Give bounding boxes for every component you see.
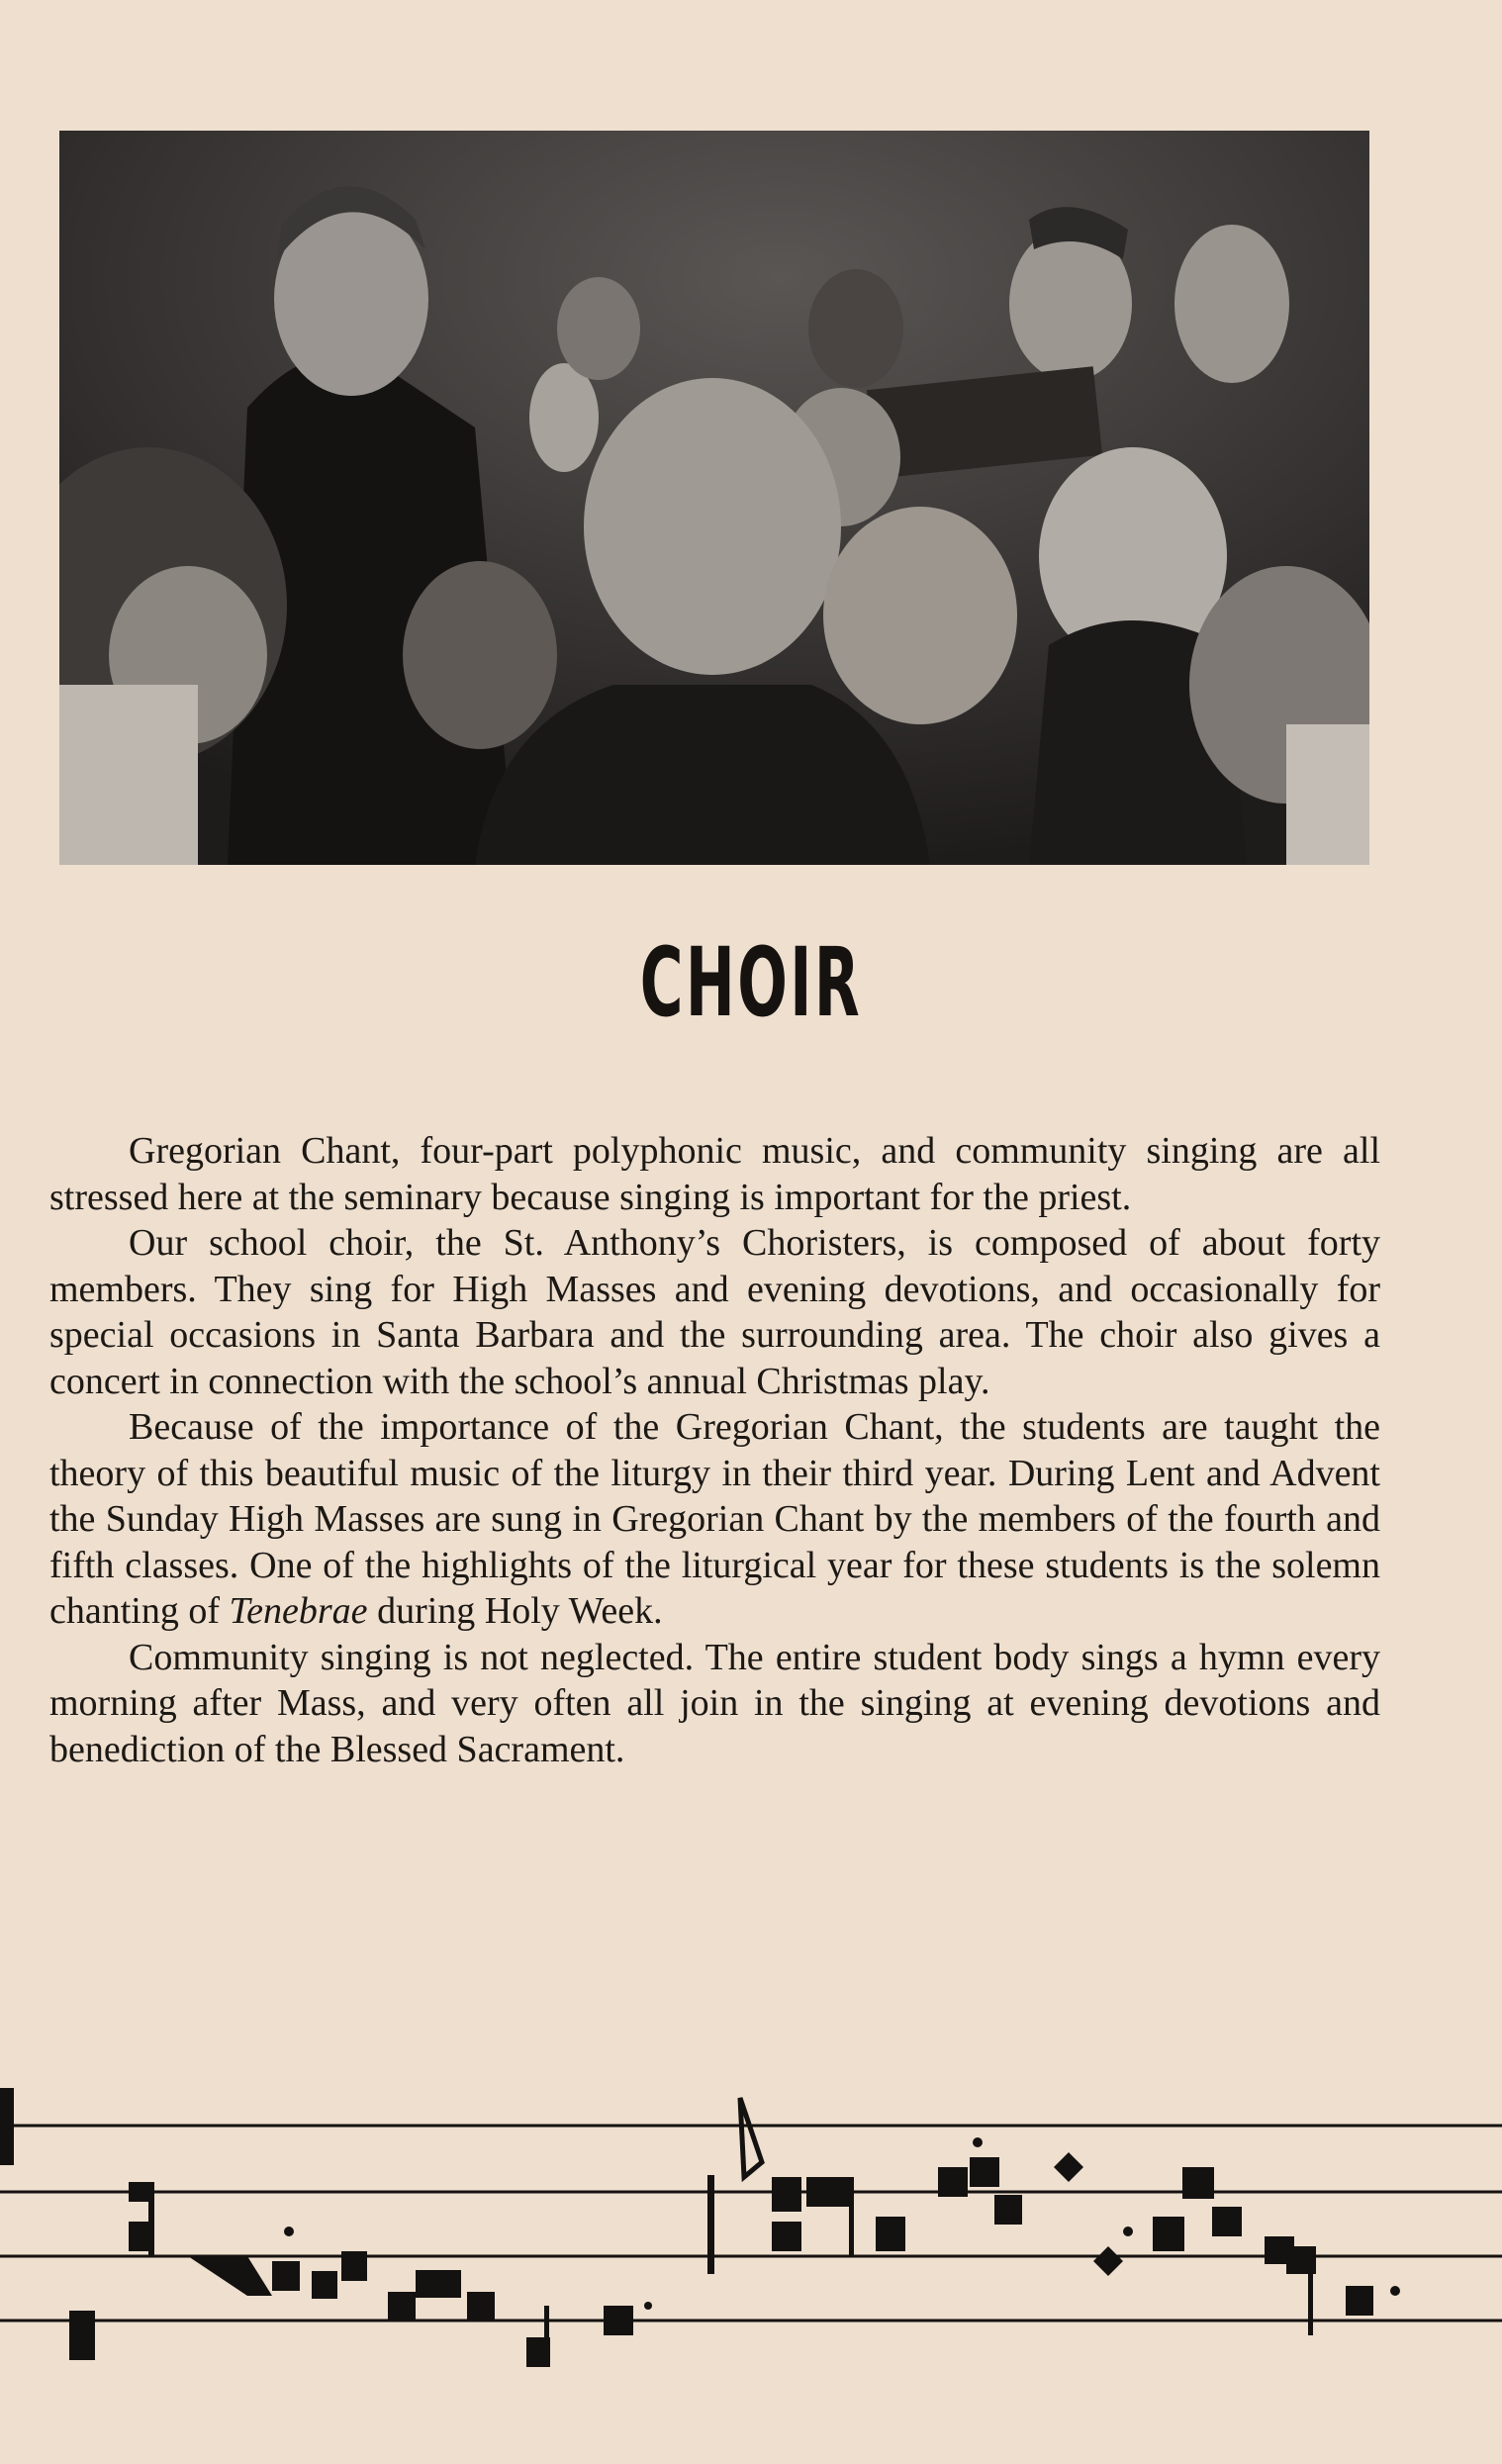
photo-image — [59, 131, 1369, 865]
page-title: CHOIR — [639, 927, 863, 1038]
paragraph: Community singing is not neglected. The entire student body sings a hymn every morning after Mass, and very often all join in the singing at evening devotions and benediction of the Blessed Sacrament. — [49, 1636, 1380, 1770]
choir-photo — [59, 131, 1369, 865]
music-staff-icon — [0, 2058, 1502, 2405]
paragraph: Gregorian Chant, four-part polyphonic music, and community singing are all stressed here at the seminary because singing is important for the priest. — [49, 1130, 1380, 1218]
gregorian-chant-staff — [0, 2058, 1502, 2405]
paragraph-text: Because of the importance of the Gregorian Chant, the students are taught the theory of this beautiful music of the liturgy in their third year. During Lent and Advent the Sunday High Masses are sung in Gregorian Chant by the members of the fourth and fifth classes. One of the highlights of the liturgical year for these students is the solemn chanting of — [49, 1406, 1380, 1632]
paragraph: Our school choir, the St. Anthony’s Choristers, is composed of about forty members. They sing for High Masses and evening devotions, and occasionally for special occasions in Santa Barbara and the surrounding area. The choir also gives a concert in connection with the school’s annual Christmas play. — [49, 1222, 1380, 1402]
paragraph — [49, 1404, 1380, 1635]
paragraph-end: during Holy Week. — [367, 1590, 663, 1632]
article-body — [49, 1128, 1380, 1772]
italic-term: Tenebrae — [229, 1590, 368, 1632]
